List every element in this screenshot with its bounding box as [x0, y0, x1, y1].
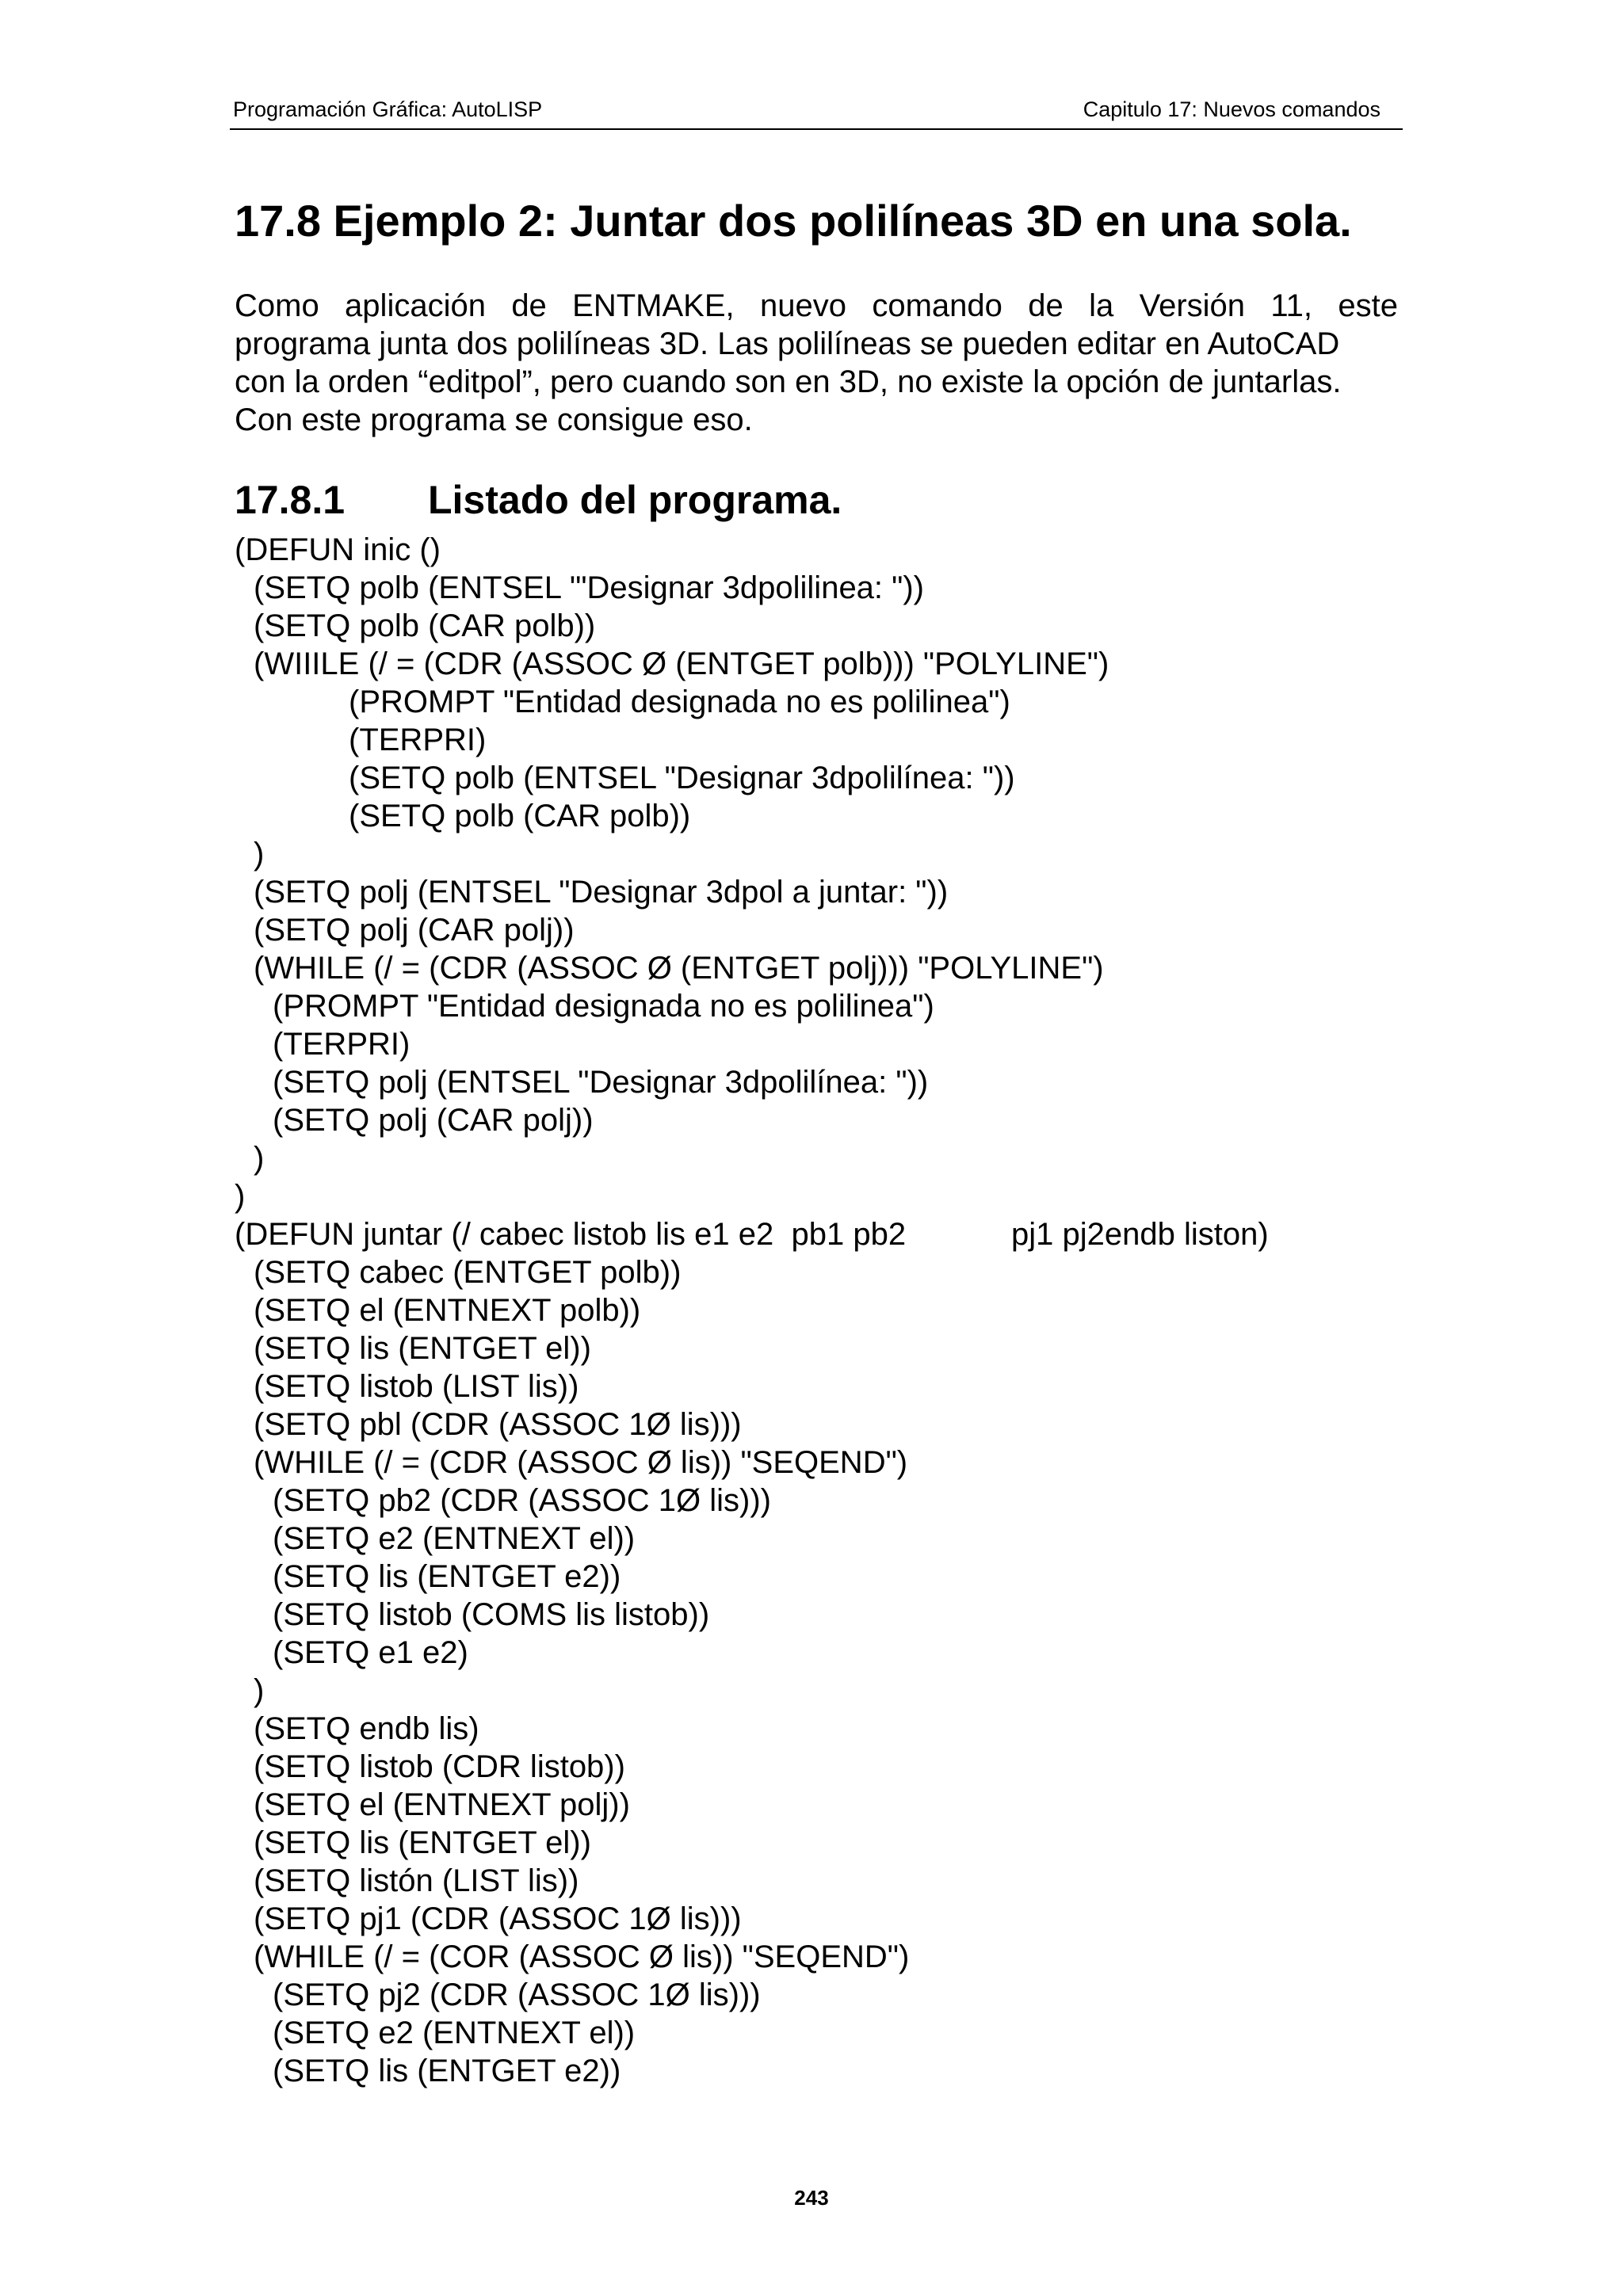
code-line: (SETQ polb (ENTSEL '"Designar 3dpolilinea: ")): [254, 570, 924, 605]
code-line: (PROMPT "Entidad designada no es polilinea"): [349, 685, 1010, 719]
code-line: (WHILE (/ = (CDR (ASSOC Ø lis)) "SEQEND"): [254, 1445, 908, 1480]
code-line: (SETQ pb2 (CDR (ASSOC 1Ø lis))): [273, 1483, 771, 1518]
code-line: ): [254, 837, 265, 871]
code-line-head: (DEFUN juntar (/ cabec listob lis e1 e2 pb1 pb2: [235, 1217, 907, 1252]
intro-paragraph: [235, 287, 1398, 439]
code-line: ): [235, 1179, 246, 1214]
code-line: (SETQ polb (CAR polb)): [254, 608, 596, 643]
code-line: (SETQ listón (LIST lis)): [254, 1863, 579, 1898]
code-line: (SETQ polb (ENTSEL "Designar 3dpolilínea: ")): [349, 761, 1015, 795]
code-line: ): [254, 1673, 265, 1708]
code-line: (SETQ polj (ENTSEL "Designar 3dpol a juntar: ")): [254, 875, 949, 910]
subsection-number: 17.8.1: [235, 478, 346, 522]
page-number: 243: [794, 2186, 829, 2210]
code-line: (SETQ pbl (CDR (ASSOC 1Ø lis))): [254, 1407, 742, 1442]
code-line: (SETQ polj (CAR polj)): [273, 1103, 594, 1138]
code-line: (WIIILE (/ = (CDR (ASSOC Ø (ENTGET polb))) "POLYLINE"): [254, 646, 1109, 681]
code-line: (SETQ polb (CAR polb)): [349, 799, 691, 833]
subsection-heading: [235, 472, 1400, 528]
code-line: (SETQ lis (ENTGET el)): [254, 1825, 591, 1860]
code-line: (TERPRI): [273, 1027, 411, 1062]
code-line-defun-juntar: [235, 1215, 1400, 1253]
code-line: (TERPRI): [349, 723, 487, 757]
code-line: (SETQ pj1 (CDR (ASSOC 1Ø lis))): [254, 1901, 742, 1936]
code-line: (SETQ polj (ENTSEL "Designar 3dpolilínea: ")): [273, 1065, 929, 1100]
code-line: (SETQ el (ENTNEXT polb)): [254, 1293, 641, 1328]
code-line: (SETQ el (ENTNEXT polj)): [254, 1787, 630, 1822]
code-line: (SETQ e2 (ENTNEXT el)): [273, 2016, 636, 2050]
code-line: (SETQ pj2 (CDR (ASSOC 1Ø lis))): [273, 1978, 761, 2012]
program-listing: [235, 531, 1400, 2090]
header-book-title: Programación Gráfica: AutoLISP: [233, 97, 543, 121]
code-line: (WHILE (/ = (COR (ASSOC Ø lis)) "SEQEND"): [254, 1939, 910, 1974]
subsection-title: Listado del programa.: [428, 478, 842, 522]
code-line: ): [254, 1141, 265, 1176]
code-line: (SETQ lis (ENTGET e2)): [273, 2054, 621, 2088]
code-line: (SETQ listob (COMS lis listob)): [273, 1597, 710, 1632]
code-line: (SETQ polj (CAR polj)): [254, 913, 575, 948]
code-line: (SETQ e1 e2): [273, 1635, 468, 1670]
intro-line: Con este programa se consigue eso.: [235, 402, 753, 437]
header-chapter-title: Capitulo 17: Nuevos comandos: [1083, 97, 1381, 121]
code-line: (PROMPT "Entidad designada no es polilinea"): [273, 989, 934, 1024]
section-title: 17.8 Ejemplo 2: Juntar dos polilíneas 3D en una sola.: [235, 196, 1352, 246]
running-header: [230, 93, 1403, 130]
code-line: (SETQ e2 (ENTNEXT el)): [273, 1521, 636, 1556]
code-line: (SETQ endb lis): [254, 1711, 479, 1746]
code-line: (SETQ lis (ENTGET e2)): [273, 1559, 621, 1594]
code-line: (SETQ cabec (ENTGET polb)): [254, 1255, 682, 1290]
intro-line: programa junta dos polilíneas 3D. Las polilíneas se pueden editar en AutoCAD: [235, 326, 1340, 361]
code-line: (SETQ lis (ENTGET el)): [254, 1331, 591, 1366]
code-line: (WHILE (/ = (CDR (ASSOC Ø (ENTGET polj))) "POLYLINE"): [254, 951, 1104, 986]
code-line: (SETQ listob (CDR listob)): [254, 1749, 625, 1784]
intro-line: con la orden “editpol”, pero cuando son en 3D, no existe la opción de juntarlas.: [235, 364, 1342, 399]
code-line-tail: pj1 pj2endb liston): [1011, 1217, 1269, 1252]
code-line: (SETQ listob (LIST lis)): [254, 1369, 579, 1404]
intro-line: Como aplicación de ENTMAKE, nuevo comando de la Versión 11, este: [235, 288, 1398, 323]
code-line: (DEFUN inic (): [235, 532, 441, 567]
